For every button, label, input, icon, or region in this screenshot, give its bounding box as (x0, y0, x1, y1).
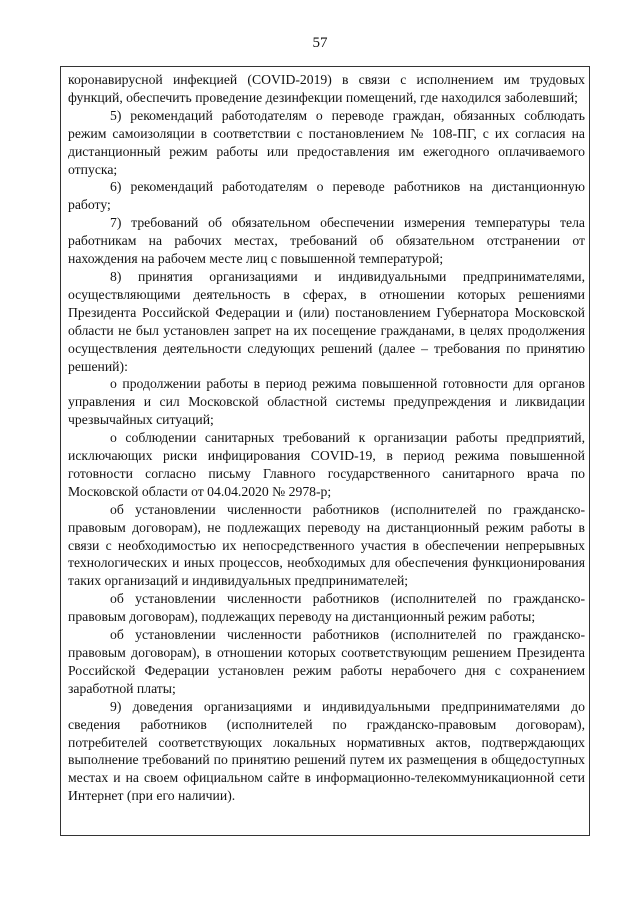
paragraph-item-7: 7) требований об обязательном обеспечении измерения температуры тела работникам на рабочих местах, требований об обязательном отстранении от нахождения на рабочем месте лиц с повышенной температурой; (68, 215, 585, 267)
paragraph-subitem-not-remote: об установлении численности работников (исполнителей по гражданско-правовым договорам), не подлежащих переводу на дистанционный режим работы в связи с необходимостью их непосредственного участия в обеспечении непрерывных технологических и иных процессов, необходимых для обеспечения функционирования таких организаций и индивидуальных предпринимателей; (68, 501, 585, 589)
paragraph-item-5: 5) рекомендаций работодателям о переводе граждан, обязанных соблюдать режим самоизоляции в соответствии с постановлением № 108-ПГ, с их согласия на дистанционный режим работы или предоставления им ежегодного оплачиваемого отпуска; (68, 107, 585, 177)
paragraph-item-6: 6) рекомендаций работодателям о переводе работников на дистанционную работу; (68, 179, 585, 213)
page-number: 57 (312, 35, 328, 51)
paragraph-subitem-continuation: о продолжении работы в период режима повышенной готовности для органов управления и сил Московской областной системы предупреждения и ликвидации чрезвычайных ситуаций; (68, 376, 585, 428)
text-frame (60, 66, 590, 836)
paragraph-subitem-nonworking: об установлении численности работников (исполнителей по гражданско-правовым договорам), в отношении которых соответствующим решением Президента Российской Федерации установлен режим работы нерабочего дня с сохранением заработной платы; (68, 627, 585, 696)
paragraph-item-8: 8) принятия организациями и индивидуальными предпринимателями, осуществляющими деятельность в сферах, в отношении которых решениями Президента Российской Федерации и (или) постановлением Губернатора Московской области не был установлен запрет на их посещение гражданами, в целях продолжения осуществления деятельности следующих решений (далее – требования по принятию решений): (68, 268, 585, 374)
paragraph-continuation: коронавирусной инфекцией (COVID-2019) в связи с исполнением им трудовых функций, обеспечить проведение дезинфекции помещений, где находился заболевший; (68, 72, 585, 105)
paragraph-item-9: 9) доведения организациями и индивидуальными предпринимателями до сведения работников (исполнителей по гражданско-правовым договорам), потребителей соответствующих локальных нормативных актов, подтверждающих выполнение требований по принятию решений путем их размещения в общедоступных местах и на своем официальном сайте в информационно-телекоммуникационной сети Интернет (при его наличии). (68, 698, 585, 804)
paragraph-subitem-remote: об установлении численности работников (исполнителей по гражданско-правовым договорам), подлежащих переводу на дистанционный режим работы; (68, 591, 585, 625)
paragraph-subitem-sanitary: о соблюдении санитарных требований к организации работы предприятий, исключающих риски инфицирования COVID-19, в период режима повышенной готовности согласно письму Главного государственного санитарного врача по Московской области от 04.04.2020 № 2978-р; (68, 430, 585, 499)
